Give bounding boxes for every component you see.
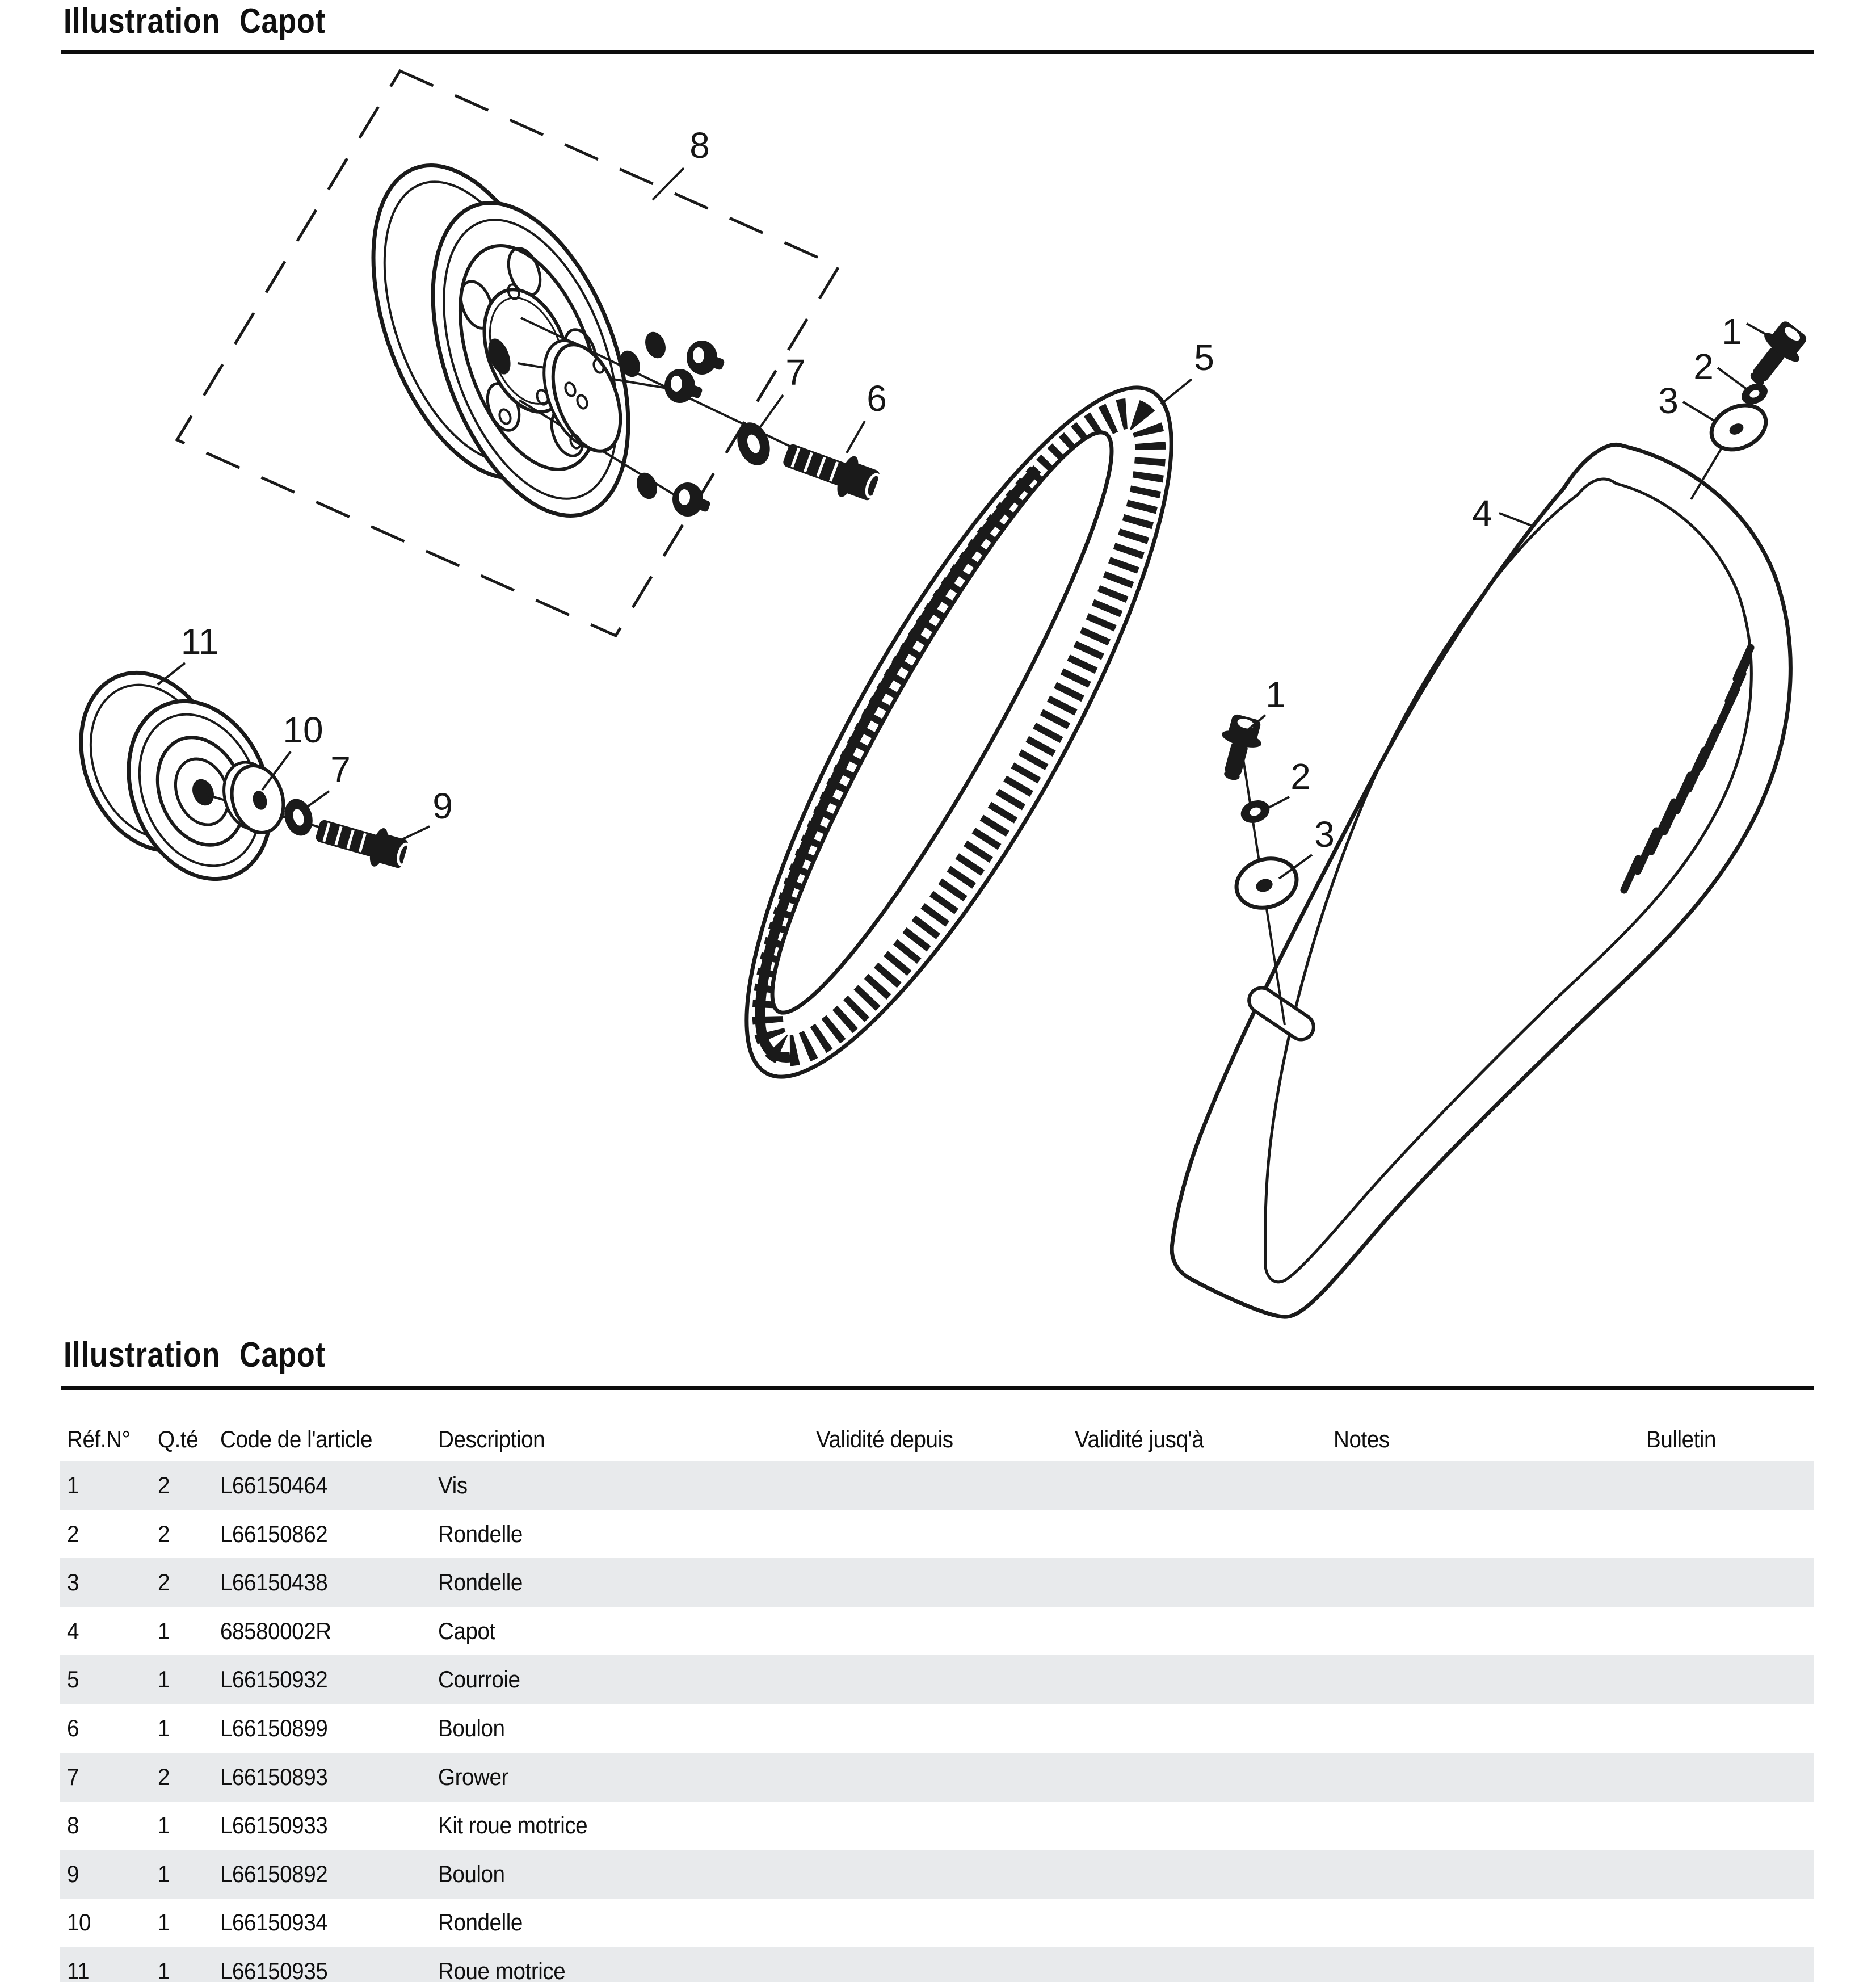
grower-washer (731, 418, 775, 470)
column-header: Bulletin (1646, 1426, 1717, 1452)
table-cell-code: L66150933 (220, 1812, 328, 1839)
callout-leader-line (1718, 368, 1748, 390)
table-cell-code: L66150935 (220, 1958, 328, 1982)
table-row (60, 1947, 1814, 1982)
table-row (60, 1655, 1814, 1704)
callout-leader-line (398, 826, 430, 841)
table-cell-qty: 1 (158, 1958, 170, 1982)
callout-number: 1 (1265, 674, 1286, 715)
grower-washer (280, 796, 317, 839)
large-washer (1704, 397, 1773, 458)
callout-number: 6 (867, 378, 887, 419)
hex-flange-bolt (312, 811, 414, 875)
table-cell-ref: 10 (67, 1909, 91, 1936)
callout-leader-line (1499, 513, 1534, 527)
callout-leader-line (1747, 324, 1774, 339)
table-cell-ref: 6 (67, 1715, 79, 1741)
table-cell-description: Rondelle (438, 1569, 523, 1596)
table-cell-ref: 9 (67, 1860, 79, 1887)
table-cell-qty: 1 (158, 1860, 170, 1887)
callout-number: 3 (1314, 814, 1335, 855)
table-cell-ref: 2 (67, 1520, 79, 1547)
table-cell-qty: 2 (158, 1472, 170, 1498)
table-row (60, 1801, 1814, 1850)
callout-number: 2 (1693, 346, 1714, 387)
table-cell-qty: 2 (158, 1520, 170, 1547)
column-header: Validité depuis (816, 1426, 953, 1452)
table-cell-description: Rondelle (438, 1909, 523, 1936)
table-cell-ref: 8 (67, 1812, 79, 1839)
table-cell-ref: 5 (67, 1666, 79, 1693)
table-row (60, 1704, 1814, 1753)
callout-number: 2 (1290, 756, 1311, 797)
table-cell-description: Vis (438, 1472, 468, 1498)
table-cell-description: Rondelle (438, 1520, 523, 1547)
table-cell-qty: 1 (158, 1909, 170, 1936)
large-washer (1230, 851, 1303, 915)
table-cell-qty: 2 (158, 1763, 170, 1790)
callout-number: 3 (1658, 380, 1679, 421)
table-cell-code: L66150438 (220, 1569, 328, 1596)
table-cell-code: L66150934 (220, 1909, 328, 1936)
callout-number: 1 (1722, 311, 1742, 352)
callout-number: 8 (689, 125, 710, 166)
table-cell-qty: 1 (158, 1715, 170, 1741)
table-row (60, 1850, 1814, 1899)
callout-leader-line (1161, 379, 1192, 404)
table-cell-description: Boulon (438, 1715, 505, 1741)
callout-leader-line (760, 395, 783, 427)
table-cell-ref: 1 (67, 1472, 79, 1498)
table-row (60, 1558, 1814, 1607)
column-header: Réf.N° (67, 1426, 131, 1452)
table-cell-qty: 1 (158, 1666, 170, 1693)
table-cell-description: Courroie (438, 1666, 520, 1693)
table-row (60, 1753, 1814, 1802)
hex-flange-bolt (779, 434, 886, 508)
table-cell-ref: 3 (67, 1569, 79, 1596)
table-cell-ref: 11 (67, 1958, 90, 1982)
small-washer (1238, 796, 1273, 826)
callout-leader-line (302, 791, 329, 811)
carriage-bolt (687, 341, 725, 375)
cover-fasteners-top (1691, 316, 1814, 499)
table-cell-description: Capot (438, 1617, 495, 1644)
table-cell-code: L66150932 (220, 1666, 328, 1693)
table-cell-code: L66150899 (220, 1715, 328, 1741)
nut (633, 470, 661, 502)
column-header: Code de l'article (220, 1426, 373, 1452)
page-title: Illustration Capot (64, 2, 326, 41)
table-row (60, 1461, 1814, 1510)
callout-leader-line (1683, 402, 1715, 421)
drive-pulley-kit-illustration (335, 139, 886, 542)
table-cell-code: L66150464 (220, 1472, 328, 1498)
parts-table-header (60, 1423, 1814, 1455)
table-cell-ref: 7 (67, 1763, 79, 1790)
column-header: Q.té (158, 1426, 199, 1452)
column-header: Notes (1334, 1426, 1390, 1452)
callout-number: 9 (432, 786, 453, 826)
column-header: Validité jusq'à (1075, 1426, 1204, 1452)
table-cell-code: L66150862 (220, 1520, 328, 1547)
table-cell-description: Grower (438, 1763, 508, 1790)
table-cell-description: Kit roue motrice (438, 1812, 588, 1839)
callout-number: 5 (1194, 337, 1214, 378)
callout-leader-line (847, 421, 865, 453)
table-cell-ref: 4 (67, 1617, 79, 1644)
callout-number: 4 (1472, 493, 1492, 534)
table-cell-description: Boulon (438, 1860, 505, 1887)
table-cell-code: 68580002R (220, 1617, 331, 1644)
drive-wheel-pulley-illustration (56, 652, 414, 901)
callout-number: 7 (785, 352, 806, 393)
table-cell-description: Roue motrice (438, 1958, 566, 1982)
table-section-title: Illustration Capot (64, 1336, 326, 1375)
nut (642, 329, 669, 362)
table-cell-qty: 1 (158, 1812, 170, 1839)
table-row (60, 1607, 1814, 1656)
table-row (60, 1510, 1814, 1559)
table-section-divider (61, 1386, 1814, 1390)
table-cell-qty: 1 (158, 1617, 170, 1644)
column-header: Description (438, 1426, 545, 1452)
callout-number: 7 (330, 749, 351, 790)
flange-screw (1738, 316, 1814, 396)
table-row (60, 1898, 1814, 1947)
callout-number: 10 (283, 709, 323, 750)
flange-screw (1211, 712, 1267, 785)
table-cell-qty: 2 (158, 1569, 170, 1596)
table-cell-code: L66150893 (220, 1763, 328, 1790)
callout-number: 11 (180, 621, 219, 662)
carriage-bolt (664, 369, 703, 403)
table-cell-code: L66150892 (220, 1860, 328, 1887)
